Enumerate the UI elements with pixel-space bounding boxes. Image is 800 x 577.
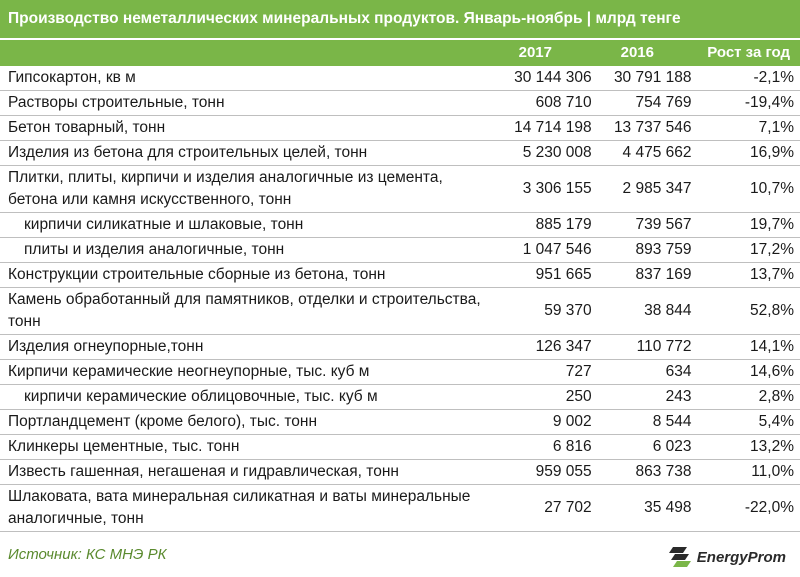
value-2016: 754 769	[592, 91, 692, 116]
value-2016: 30 791 188	[592, 66, 692, 91]
value-2016: 4 475 662	[592, 141, 692, 166]
value-2016: 110 772	[592, 335, 692, 360]
value-2017: 59 370	[496, 288, 592, 335]
table-row	[0, 410, 800, 435]
table-row	[0, 213, 800, 238]
table-row	[0, 116, 800, 141]
row-label: Бетон товарный, тонн	[0, 116, 496, 141]
value-2016: 38 844	[592, 288, 692, 335]
value-2016: 6 023	[592, 435, 692, 460]
table-row	[0, 360, 800, 385]
value-2017: 27 702	[496, 485, 592, 532]
logo-text: EnergyProm	[696, 548, 786, 566]
row-label: плиты и изделия аналогичные, тонн	[0, 238, 496, 263]
row-label: Изделия из бетона для строительных целей, тонн	[0, 141, 496, 166]
value-2017: 1 047 546	[496, 238, 592, 263]
column-header-2017: 2017	[518, 44, 552, 61]
value-2017: 951 665	[496, 263, 592, 288]
value-2017: 885 179	[496, 213, 592, 238]
value-growth: -19,4%	[692, 91, 800, 116]
row-label: Камень обработанный для памятников, отделки и строительства, тонн	[0, 288, 496, 335]
table-row	[0, 141, 800, 166]
source-note: Источник: КС МНЭ РК	[8, 546, 167, 563]
row-label: Известь гашенная, негашеная и гидравлическая, тонн	[0, 460, 496, 485]
row-label: Гипсокартон, кв м	[0, 66, 496, 91]
value-2016: 35 498	[592, 485, 692, 532]
row-label: Плитки, плиты, кирпичи и изделия аналогичные из цемента, бетона или камня искусственного, тонн	[0, 166, 496, 213]
page-title: Производство неметаллических минеральных продуктов. Январь-ноябрь | млрд тенге	[0, 0, 800, 38]
table-row	[0, 485, 800, 532]
value-growth: 52,8%	[692, 288, 800, 335]
value-2017: 250	[496, 385, 592, 410]
table-row	[0, 66, 800, 91]
value-growth: 11,0%	[692, 460, 800, 485]
row-label: Клинкеры цементные, тыс. тонн	[0, 435, 496, 460]
value-growth: 7,1%	[692, 116, 800, 141]
value-2016: 863 738	[592, 460, 692, 485]
value-2017: 608 710	[496, 91, 592, 116]
table-row	[0, 166, 800, 213]
value-growth: 5,4%	[692, 410, 800, 435]
table-header	[0, 40, 800, 66]
value-growth: 10,7%	[692, 166, 800, 213]
value-2016: 2 985 347	[592, 166, 692, 213]
value-2016: 837 169	[592, 263, 692, 288]
energyprom-logo-icon	[667, 545, 693, 569]
value-growth: -22,0%	[692, 485, 800, 532]
value-growth: 19,7%	[692, 213, 800, 238]
column-header-growth: Рост за год	[707, 44, 790, 61]
value-2016: 8 544	[592, 410, 692, 435]
value-2017: 14 714 198	[496, 116, 592, 141]
row-label: Портландцемент (кроме белого), тыс. тонн	[0, 410, 496, 435]
value-2017: 6 816	[496, 435, 592, 460]
value-growth: 16,9%	[692, 141, 800, 166]
value-2017: 3 306 155	[496, 166, 592, 213]
data-table	[0, 66, 800, 532]
row-label: Конструкции строительные сборные из бетона, тонн	[0, 263, 496, 288]
table-row	[0, 335, 800, 360]
value-growth: 14,6%	[692, 360, 800, 385]
value-growth: 13,2%	[692, 435, 800, 460]
value-growth: 17,2%	[692, 238, 800, 263]
row-label: Изделия огнеупорные,тонн	[0, 335, 496, 360]
row-label: Кирпичи керамические неогнеупорные, тыс. куб м	[0, 360, 496, 385]
table-row	[0, 435, 800, 460]
value-growth: 14,1%	[692, 335, 800, 360]
row-label: Шлаковата, вата минеральная силикатная и ваты минеральные аналогичные, тонн	[0, 485, 496, 532]
value-growth: -2,1%	[692, 66, 800, 91]
row-label: Растворы строительные, тонн	[0, 91, 496, 116]
table-row	[0, 460, 800, 485]
value-growth: 2,8%	[692, 385, 800, 410]
row-label: кирпичи силикатные и шлаковые, тонн	[0, 213, 496, 238]
table-row	[0, 385, 800, 410]
value-2016: 893 759	[592, 238, 692, 263]
table-row	[0, 91, 800, 116]
column-header-2016: 2016	[620, 44, 654, 61]
table-row	[0, 238, 800, 263]
value-growth: 13,7%	[692, 263, 800, 288]
value-2016: 634	[592, 360, 692, 385]
row-label: кирпичи керамические облицовочные, тыс. куб м	[0, 385, 496, 410]
value-2016: 739 567	[592, 213, 692, 238]
value-2017: 5 230 008	[496, 141, 592, 166]
table-row	[0, 288, 800, 335]
value-2016: 243	[592, 385, 692, 410]
value-2017: 727	[496, 360, 592, 385]
footer	[0, 540, 800, 577]
value-2017: 959 055	[496, 460, 592, 485]
value-2017: 30 144 306	[496, 66, 592, 91]
value-2017: 9 002	[496, 410, 592, 435]
value-2017: 126 347	[496, 335, 592, 360]
value-2016: 13 737 546	[592, 116, 692, 141]
table-row	[0, 263, 800, 288]
energyprom-logo	[667, 544, 786, 570]
